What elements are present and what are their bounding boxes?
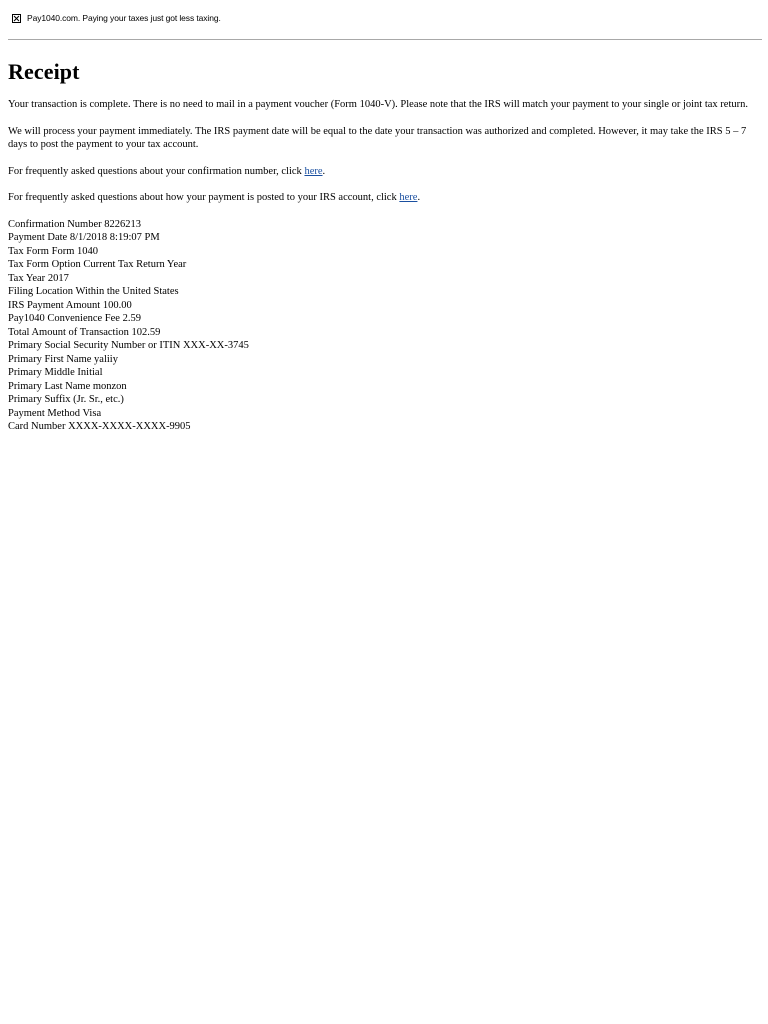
detail-middle-initial: Primary Middle Initial [8,367,103,378]
header-divider [8,39,762,40]
receipt-content [8,58,760,434]
page-title: Receipt [8,59,80,84]
detail-tax-form: Tax Form Form 1040 [8,245,98,257]
detail-filing-location: Filing Location Within the United States [8,286,179,297]
detail-first-name: Primary First Name yaliiy [8,353,118,365]
detail-ssn-itin: Primary Social Security Number or ITIN XXX-XX-3745 [8,340,249,351]
detail-tax-year: Tax Year 2017 [8,272,69,284]
detail-convenience-fee: Pay1040 Convenience Fee 2.59 [8,313,141,324]
detail-total-amount: Total Amount of Transaction 102.59 [8,326,161,338]
detail-last-name: Primary Last Name monzon [8,380,127,392]
detail-suffix: Primary Suffix (Jr. Sr., etc.) [8,394,124,405]
transaction-complete-text: Your transaction is complete. There is no need to mail in a payment voucher (Form 1040-V). Please note that the IRS will match your payment to your single or joint tax return. [8,99,748,110]
banner-alt-text: Pay1040.com. Paying your taxes just got less taxing. [27,13,221,23]
detail-confirmation-number: Confirmation Number 8226213 [8,218,141,230]
faq-confirmation-link[interactable]: here [304,165,323,177]
processing-info-text: We will process your payment immediately. The IRS payment date will be equal to the date your transaction was authorized and completed. However, it may take the IRS 5 – 7 days to post the payment to your tax account. [8,125,747,150]
receipt-details [8,218,760,434]
detail-irs-payment-amount: IRS Payment Amount 100.00 [8,299,132,311]
detail-tax-form-option: Tax Form Option Current Tax Return Year [8,259,187,270]
faq-posting-text: For frequently asked questions about how your payment is posted to your IRS account, click here. [8,192,421,203]
detail-payment-date: Payment Date 8/1/2018 8:19:07 PM [8,232,160,243]
faq-posting-link[interactable]: here [399,192,418,203]
header-banner [12,13,221,23]
faq-confirmation-text: For frequently asked questions about your confirmation number, click here. [8,165,326,177]
detail-card-number: Card Number XXXX-XXXX-XXXX-9905 [8,421,191,432]
detail-payment-method: Payment Method Visa [8,407,102,419]
broken-image-icon [12,14,21,23]
